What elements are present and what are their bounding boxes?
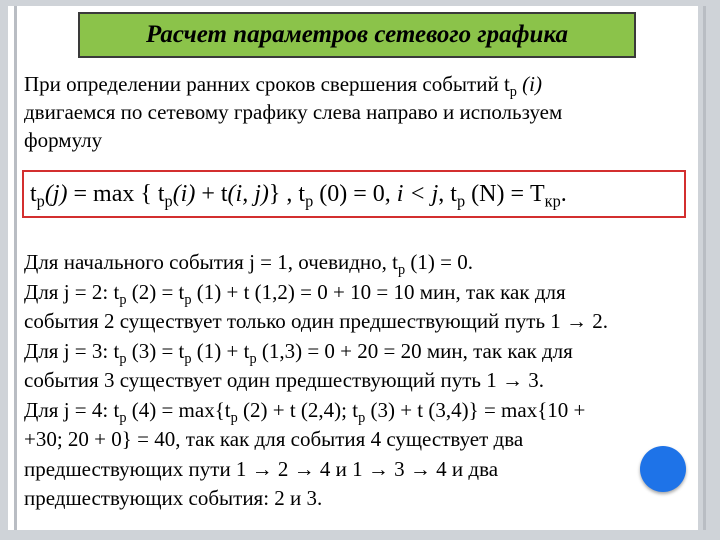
formula-part: (j) (44, 181, 68, 207)
subscript: р (456, 191, 466, 211)
body-line-7 (24, 425, 700, 455)
intro-arg: (i) (516, 72, 542, 96)
body-line-9 (24, 484, 700, 514)
body-line-4 (24, 337, 700, 367)
formula-part: = max { t (67, 181, 165, 207)
body-text: (2) + t (2,4); t (237, 397, 359, 422)
body-text: (3) = t (126, 338, 185, 363)
slide-title: Расчет параметров сетевого графика (78, 12, 636, 58)
body-text: (1) + t (191, 338, 250, 363)
body-text: Для начального события j = 1, очевидно, t (24, 250, 399, 274)
formula-part: (i, j) (227, 181, 269, 207)
body-text: (2) = t (126, 279, 185, 304)
formula-part: (N) = T (465, 181, 545, 207)
body-line-3 (24, 307, 700, 337)
subscript: р (119, 291, 127, 308)
intro-paragraph (24, 70, 684, 154)
intro-line-1 (24, 70, 684, 98)
formula-part: , t (438, 181, 457, 207)
body-text: (1) = 0. (405, 250, 473, 274)
formula-part: t (30, 181, 37, 207)
subscript: р (249, 350, 257, 367)
body-text: (1,3) = 0 + 20 = 20 мин, так как для (256, 338, 573, 363)
subscript: р (398, 261, 406, 278)
formula-part: } (268, 181, 281, 207)
formula-part: , t (280, 181, 306, 207)
subscript: р (358, 409, 366, 426)
body-text: +30; 20 + 0} = 40, так как для события 4 существует два (24, 427, 524, 451)
subscript: р (119, 409, 127, 426)
intro-line-3: формулу (24, 128, 103, 152)
body-text: события 3 существует один предшествующий путь 1 → 3. (24, 368, 544, 392)
subscript: р (36, 191, 45, 211)
subscript: р (184, 291, 192, 308)
subscript: р (305, 191, 314, 211)
subscript: р (164, 191, 173, 211)
body-text: предшествующих события: 2 и 3. (24, 486, 323, 510)
body-text: (1) + t (1,2) = 0 + 10 = 10 мин, так как для (191, 279, 566, 304)
formula-part: i < j (396, 181, 439, 207)
body-text: Для j = 3: t (24, 338, 120, 363)
body-paragraph (24, 248, 700, 514)
subscript: р (230, 409, 238, 426)
subscript: р (509, 83, 517, 100)
body-text: (4) = max{t (126, 397, 231, 422)
body-text: события 2 существует только один предшествующий путь 1 → 2. (24, 309, 609, 333)
intro-text: При определении ранних сроков свершения событий t (24, 72, 510, 96)
body-line-5 (24, 366, 700, 396)
formula-part: (0) = 0, (313, 181, 397, 207)
body-text: предшествующих пути 1 → 2 → 4 и 1 → 3 → 4 и два (24, 456, 499, 481)
body-line-6 (24, 396, 700, 426)
formula-box (22, 170, 686, 218)
formula-part: (i) (172, 181, 196, 207)
body-line-2 (24, 278, 700, 308)
subscript: р (184, 350, 192, 367)
left-margin-rule (14, 6, 17, 530)
subscript: кр (544, 191, 561, 211)
body-line-8 (24, 455, 700, 485)
body-line-1 (24, 248, 700, 278)
intro-line-2: двигаемся по сетевому графику слева направо и используем (24, 100, 563, 124)
formula-part: . (560, 181, 567, 207)
formula-part: + t (195, 181, 228, 207)
right-margin-rule (703, 6, 706, 530)
circle-marker (640, 446, 686, 492)
body-text: (3) + t (3,4)} = max{10 + (365, 397, 586, 422)
body-text: Для j = 2: t (24, 279, 120, 304)
subscript: р (119, 350, 127, 367)
body-text: Для j = 4: t (24, 397, 120, 422)
